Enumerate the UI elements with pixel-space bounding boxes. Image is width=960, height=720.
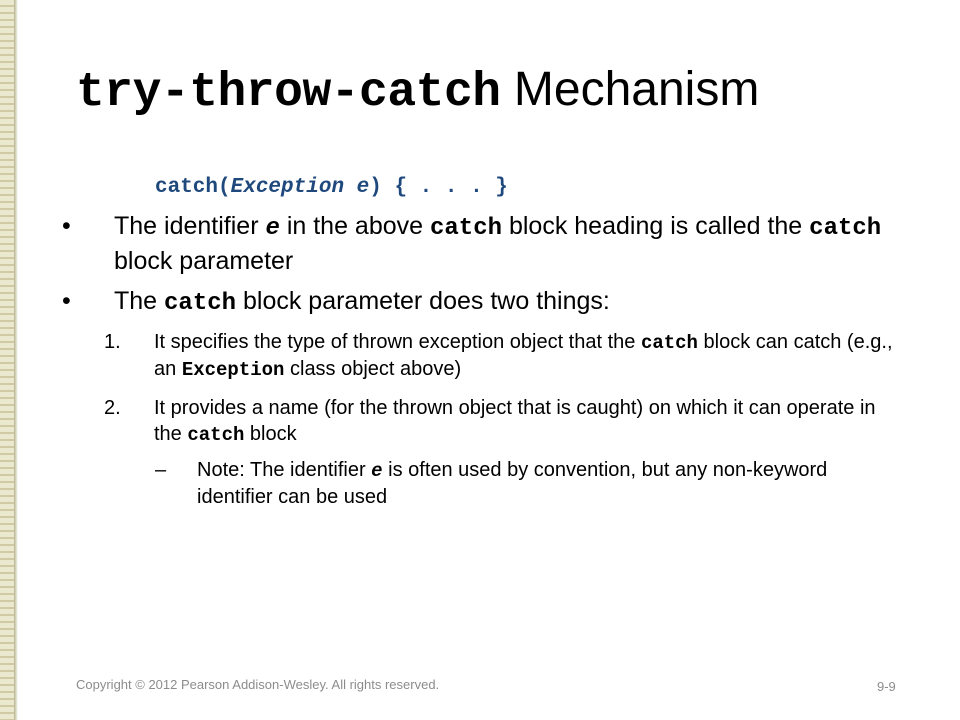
num-2-text-1: It provides a name (for the thrown object that is caught) on which it can operate in the <box>154 397 876 445</box>
bullet-marker: • <box>62 287 71 315</box>
num-1-text-3: class object above) <box>284 358 462 380</box>
code-type-italic: Exception e <box>230 176 370 199</box>
note-text-1: Note: The identifier <box>197 459 372 481</box>
bullet-marker: • <box>62 212 71 240</box>
bullet-1-text-2: in the above <box>279 212 430 240</box>
num-2-text-2: block <box>244 423 297 445</box>
bullet-1-text-1: The identifier <box>114 212 266 240</box>
num-1-text-2: block can catch (e.g., an <box>154 331 893 380</box>
title-text: Mechanism <box>500 63 760 116</box>
note-text <box>197 457 897 510</box>
num-1-code-exception: Exception <box>181 359 285 381</box>
numbered-item-text <box>154 329 902 383</box>
left-bar-shadow <box>14 0 18 720</box>
dash-marker: – <box>155 459 167 481</box>
code-part-1: catch( <box>155 176 231 199</box>
item-number: 2. <box>104 397 121 419</box>
code-part-2: ) { . . . } <box>369 176 508 199</box>
bullet-2-text-2: block parameter does two things: <box>236 287 610 315</box>
code-example <box>155 172 508 202</box>
numbered-item-text <box>154 395 902 448</box>
slide-title <box>76 58 936 125</box>
bullet-text <box>114 210 894 277</box>
title-code: try-throw-catch <box>76 66 501 120</box>
note-text-2: is often used by convention, but any non-keyword identifier can be used <box>197 459 828 508</box>
bullet-text <box>114 285 894 320</box>
note-code-e: e <box>371 460 383 482</box>
bullet-1-code-catch: catch <box>430 215 503 242</box>
bullet-1-text-3: block heading is called the <box>502 212 810 240</box>
num-2-code-catch: catch <box>187 424 245 446</box>
bullet-1-code-e: e <box>265 215 280 242</box>
num-1-code-catch: catch <box>640 332 698 354</box>
bullet-1-code-catch-2: catch <box>809 215 882 242</box>
bullet-2-code-catch: catch <box>164 290 237 317</box>
copyright-footer: Copyright © 2012 Pearson Addison-Wesley. All rights reserved. <box>76 677 440 692</box>
num-1-text-1: It specifies the type of thrown exception object that the <box>154 331 641 353</box>
page-number: 9-9 <box>877 679 896 694</box>
left-decorative-bar <box>0 0 14 720</box>
item-number: 1. <box>104 331 121 353</box>
bullet-1-text-4: block parameter <box>114 247 294 275</box>
bullet-2-text-1: The <box>114 287 165 315</box>
